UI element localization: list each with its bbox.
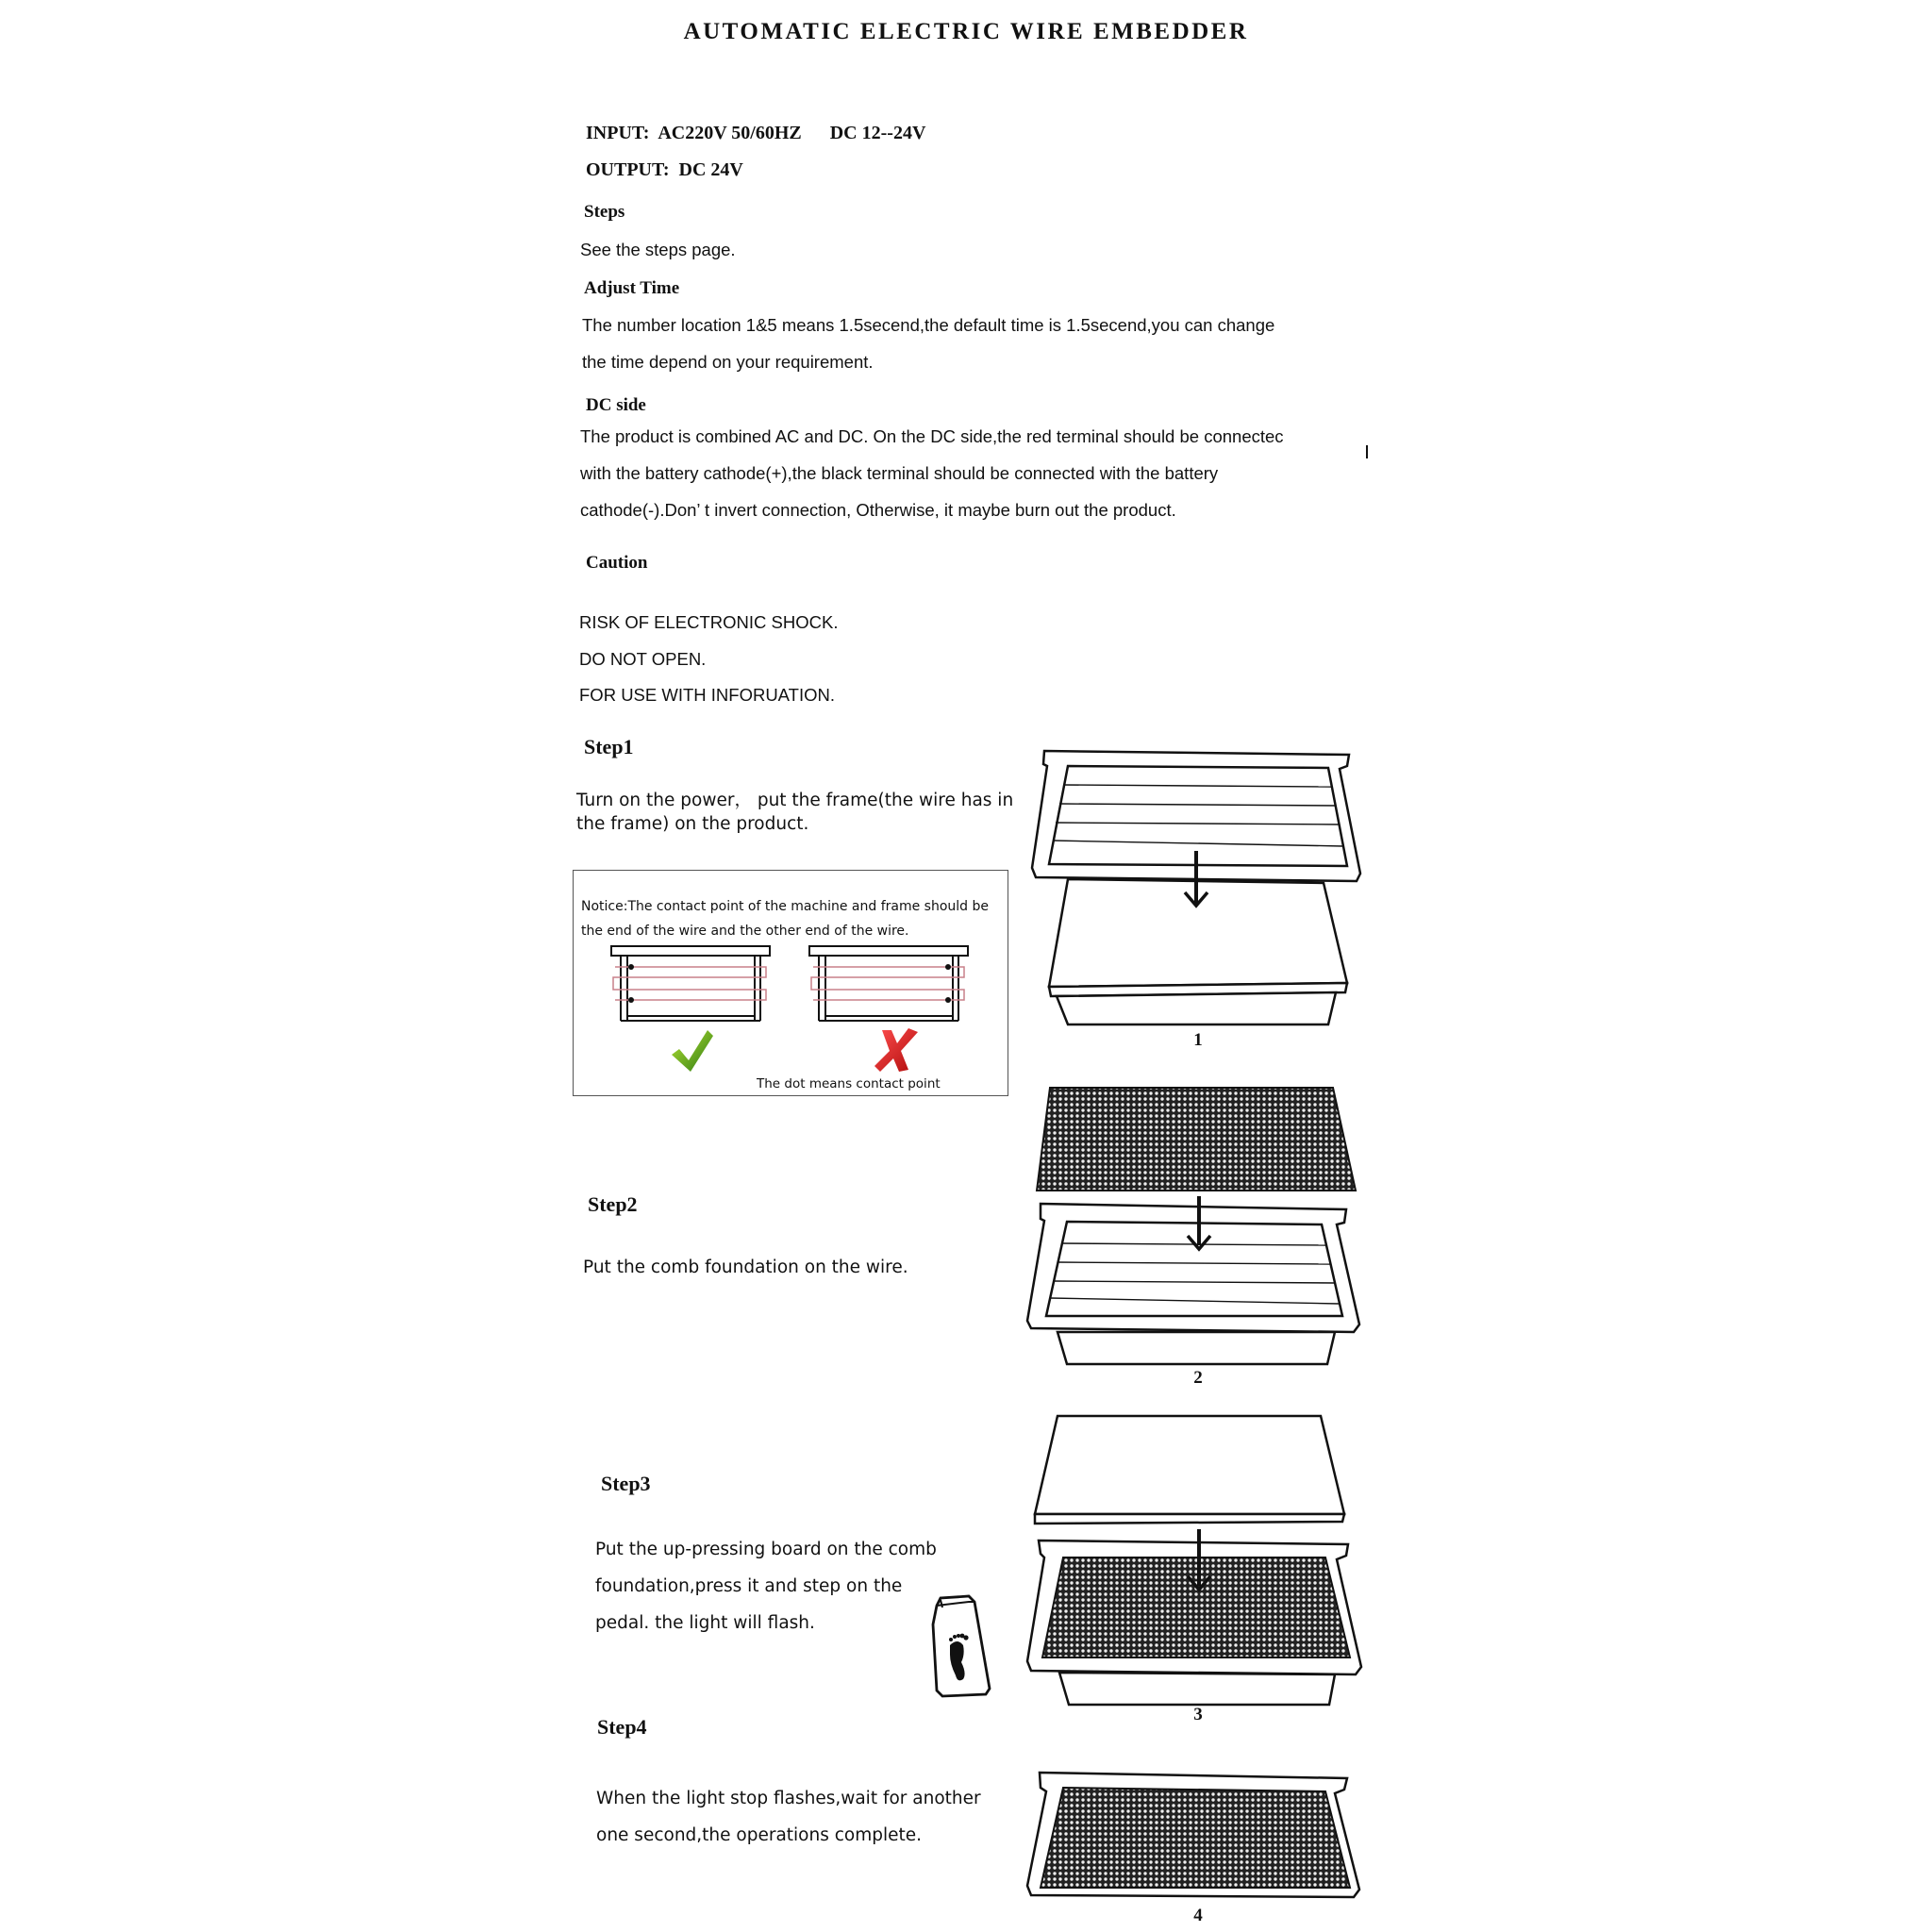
step1-line-1: Turn on the power， put the frame(the wire has in — [576, 791, 1014, 810]
input-dc-value: DC 12--24V — [829, 123, 926, 143]
notice-line-1: Notice:The contact point of the machine and frame should be — [581, 899, 989, 914]
steps-heading: Steps — [584, 202, 625, 222]
step4-line-1: When the light stop flashes,wait for another — [596, 1789, 981, 1808]
step3-line-2: foundation,press it and step on the — [595, 1576, 903, 1596]
notice-caption: The dot means contact point — [757, 1076, 941, 1091]
figure-3-label: 3 — [1193, 1705, 1203, 1724]
dc-side-line-3: cathode(-).Don’ t invert connection, Otherwise, it maybe burn out the product. — [580, 500, 1176, 520]
dc-side-heading: DC side — [586, 395, 646, 415]
figure-1-frame-on-product — [1028, 745, 1387, 1047]
step1-heading: Step1 — [584, 735, 634, 758]
input-spec — [586, 123, 925, 144]
text-cursor-mark — [1366, 445, 1368, 458]
input-label: INPUT: — [586, 123, 650, 143]
foot-pedal-icon — [929, 1596, 995, 1700]
adjust-time-line-1: The number location 1&5 means 1.5secend,the default time is 1.5secend,you can change — [582, 315, 1275, 335]
step2-heading: Step2 — [588, 1192, 638, 1216]
check-mark-icon — [670, 1028, 717, 1075]
x-mark-icon — [873, 1026, 920, 1074]
step2-line-1: Put the comb foundation on the wire. — [583, 1257, 908, 1277]
dc-side-line-2: with the battery cathode(+),the black terminal should be connected with the battery — [580, 463, 1219, 483]
figure-3-pressing-board — [1024, 1410, 1387, 1722]
step3-heading: Step3 — [601, 1472, 651, 1495]
figure-2-label: 2 — [1193, 1368, 1203, 1388]
step4-heading: Step4 — [597, 1715, 647, 1739]
caution-line-3: FOR USE WITH INFORUATION. — [579, 685, 835, 705]
output-value: DC 24V — [678, 159, 743, 180]
correct-contact-diagram — [604, 943, 774, 1028]
figure-2-foundation-on-frame — [1024, 1085, 1387, 1387]
step4-line-2: one second,the operations complete. — [596, 1825, 923, 1845]
figure-1-label: 1 — [1193, 1030, 1203, 1050]
figure-4-label: 4 — [1193, 1906, 1203, 1925]
step1-line-2: the frame) on the product. — [576, 814, 809, 834]
input-ac-value: AC220V 50/60HZ — [658, 123, 802, 143]
caution-heading: Caution — [586, 553, 648, 573]
document-title: AUTOMATIC ELECTRIC WIRE EMBEDDER — [683, 19, 1249, 44]
caution-line-1: RISK OF ELECTRONIC SHOCK. — [579, 612, 839, 632]
output-label: OUTPUT: — [586, 159, 670, 180]
dc-side-line-1: The product is combined AC and DC. On the DC side,the red terminal should be connectec — [580, 426, 1284, 446]
adjust-time-heading: Adjust Time — [584, 278, 680, 298]
notice-line-2: the end of the wire and the other end of the wire. — [581, 924, 909, 939]
adjust-time-line-2: the time depend on your requirement. — [582, 352, 874, 372]
wrong-contact-diagram — [802, 943, 972, 1028]
step3-line-1: Put the up-pressing board on the comb — [595, 1540, 937, 1559]
output-spec — [586, 159, 743, 181]
figure-4-completed-frame — [1024, 1769, 1387, 1920]
caution-line-2: DO NOT OPEN. — [579, 649, 707, 669]
step3-line-3: pedal. the light will flash. — [595, 1613, 815, 1633]
steps-text: See the steps page. — [580, 240, 736, 259]
